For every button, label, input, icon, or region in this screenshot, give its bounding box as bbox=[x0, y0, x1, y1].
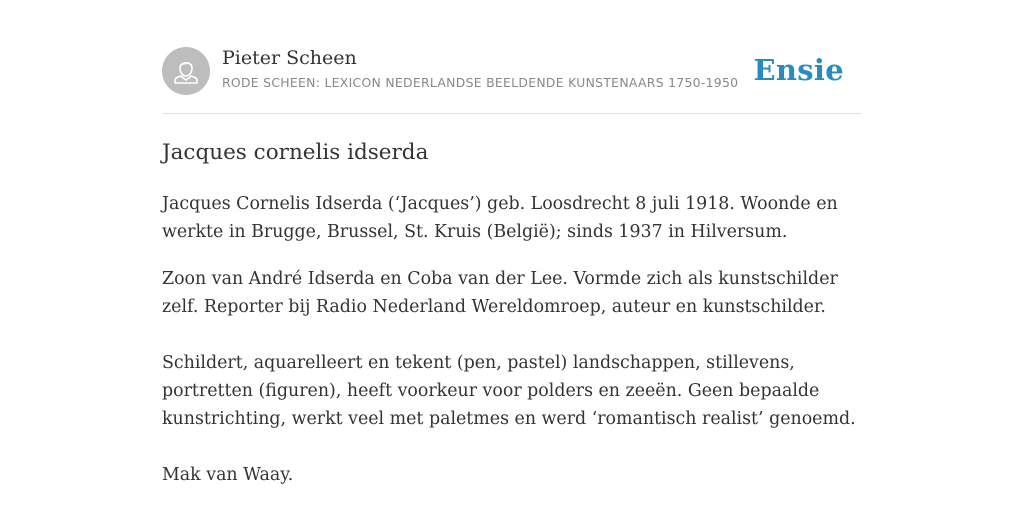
paragraph-3: Schildert, aquarelleert en tekent (pen, pastel) landschappen, stillevens, portretten (figuren), heeft voorkeur voor polders en zeeën. Geen bepaalde kunstrichting, werkt veel met paletmes en werd ‘romantisch realist’ genoemd. bbox=[162, 353, 856, 429]
user-icon bbox=[162, 47, 210, 95]
paragraph-4: Mak van Waay. bbox=[162, 465, 294, 485]
article-body bbox=[162, 190, 867, 489]
author-name[interactable]: Pieter Scheen bbox=[222, 47, 357, 69]
avatar[interactable] bbox=[162, 47, 210, 95]
ensie-logo[interactable]: Ensie bbox=[753, 53, 844, 87]
paragraph-1: Jacques Cornelis Idserda (‘Jacques’) geb. Loosdrecht 8 juli 1918. Woonde en werkte in Brugge, Brussel, St. Kruis (België); sinds 1937 in Hilversum. bbox=[162, 194, 838, 242]
paragraph-spacer bbox=[162, 433, 867, 461]
source-label[interactable]: RODE SCHEEN: LEXICON NEDERLANDSE BEELDENDE KUNSTENAARS 1750-1950 bbox=[222, 75, 739, 90]
author-header bbox=[162, 47, 862, 95]
paragraph-2: Zoon van André Idserda en Coba van der Lee. Vormde zich als kunstschilder zelf. Reporter bij Radio Nederland Wereldomroep, auteur en kunstschilder. bbox=[162, 269, 838, 317]
header-divider bbox=[162, 113, 862, 114]
page-title: Jacques cornelis idserda bbox=[162, 140, 429, 165]
paragraph-spacer bbox=[162, 321, 867, 349]
